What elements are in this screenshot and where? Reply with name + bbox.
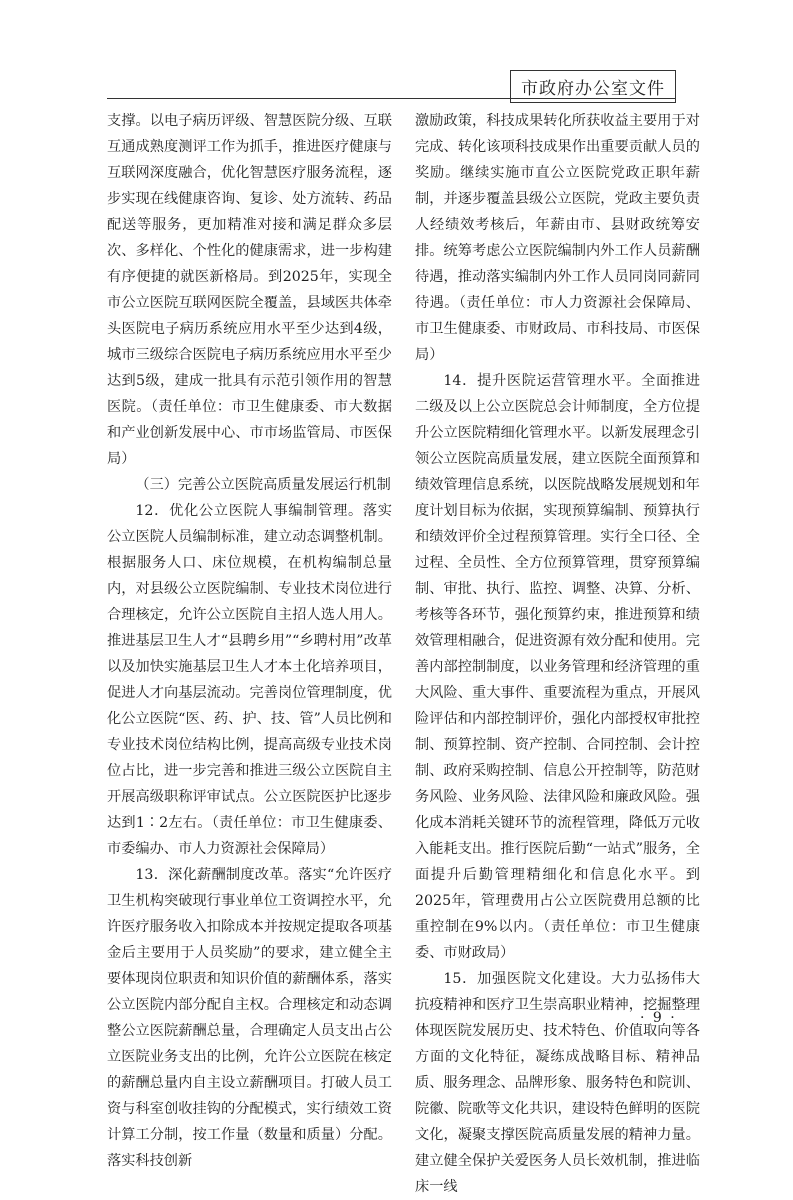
page-number: · 9 · xyxy=(640,1010,677,1026)
paragraph-item-15: 15．加强医院文化建设。大力弘扬伟大抗疫精神和医疗卫生崇高职业精神，挖掘整理体现医院发展历史、技术特色、价值取向等各方面的文化特征，凝练成战略目标、精神品质、服务理念、品牌形象、服务特色和院训、院徽、院歌等文化共识，建设特色鲜明的医院文化，凝聚支撑医院高质量发展的精神力量。建立健全保护关爱医务人员长效机制，推进临床一线 xyxy=(415,971,700,1195)
paragraph-right-1: 激励政策，科技成果转化所获收益主要用于对完成、转化该项科技成果作出重要贡献人员的奖励。继续实施市直公立医院党政正职年薪制，并逐步覆盖县级公立医院，党政主要负责人经绩效考核后，年薪由市、县财政统筹安排。统筹考虑公立医院编制内外工作人员薪酬待遇，推动落实编制内外工作人员同岗同薪同待遇。（责任单位：市人力资源社会保障局、市卫生健康委、市财政局、市科技局、市医保局） xyxy=(415,113,700,363)
left-column xyxy=(107,108,392,1174)
header-rule xyxy=(107,98,676,99)
paragraph-item-12: 12．优化公立医院人事编制管理。落实公立医院人员编制标准，建立动态调整机制。根据服务人口、床位规模，在机构编制总量内，对县级公立医院编制、专业技术岗位进行合理核定，允许公立医院自主招人选人用人。推进基层卫生人才“县聘乡用”“乡聘村用”改革以及加快实施基层卫生人才本土化培养项目，促进人才向基层流动。完善岗位管理制度，优化公立医院“医、药、护、技、管”人员比例和专业技术岗位结构比例，提高高级专业技术岗位占比，进一步完善和推进三级公立医院自主开展高级职称评审试点。公立医院医护比逐步达到1∶2左右。（责任单位：市卫生健康委、市委编办、市人力资源社会保障局） xyxy=(107,503,392,857)
paragraph-left-1: 支撑。以电子病历评级、智慧医院分级、互联互通成熟度测评工作为抓手，推进医疗健康与互联网深度融合，优化智慧医疗服务流程，逐步实现在线健康咨询、复诊、处方流转、药品配送等服务，更加精准对接和满足群众多层次、多样化、个性化的健康需求，进一步构建有序便捷的就医新格局。到2025年，实现全市公立医院互联网医院全覆盖，县域医共体牵头医院电子病历系统应用水平至少达到4级，城市三级综合医院电子病历系统应用水平至少达到5级，建成一批具有示范引领作用的智慧医院。（责任单位：市卫生健康委、市大数据和产业创新发展中心、市市场监管局、市医保局） xyxy=(107,113,392,467)
document-header-title: 市政府办公室文件 xyxy=(510,70,676,103)
right-column xyxy=(415,108,700,1200)
paragraph-item-14: 14．提升医院运营管理水平。全面推进二级及以上公立医院总会计师制度，全方位提升公立医院精细化管理水平。以新发展理念引领公立医院高质量发展，建立医院全面预算和绩效管理信息系统，以医院战略发展规划和年度计划目标为依据，实现预算编制、预算执行和绩效评价全过程预算管理。实行全口径、全过程、全员性、全方位预算管理，贯穿预算编制、审批、执行、监控、调整、决算、分析、考核等各环节，强化预算约束，推进预算和绩效管理相融合，促进资源有效分配和使用。完善内部控制制度，以业务管理和经济管理的重大风险、重大事件、重要流程为重点，开展风险评估和内部控制评价，强化内部授权审批控制、预算控制、资产控制、合同控制、会计控制、政府采购控制、信息公开控制等，防范财务风险、业务风险、法律风险和廉政风险。强化成本消耗关键环节的流程管理，降低万元收入能耗支出。推行医院后勤“一站式”服务，全面提升后勤管理精细化和信息化水平。到2025年，管理费用占公立医院费用总额的比重控制在9%以内。（责任单位：市卫生健康委、市财政局） xyxy=(415,373,700,961)
section-heading-3: （三）完善公立医院高质量发展运行机制 xyxy=(135,477,391,493)
paragraph-item-13: 13．深化薪酬制度改革。落实“允许医疗卫生机构突破现行事业单位工资调控水平，允许医疗服务收入扣除成本并按规定提取各项基金后主要用于人员奖励”的要求，建立健全主要体现岗位职责和知识价值的薪酬体系，落实公立医院内部分配自主权。合理核定和动态调整公立医院薪酬总量，合理确定人员支出占公立医院业务支出的比例，允许公立医院在核定的薪酬总量内自主设立薪酬项目。打破人员工资与科室创收挂钩的分配模式，实行绩效工资计算工分制，按工作量（数量和质量）分配。落实科技创新 xyxy=(107,867,392,1169)
